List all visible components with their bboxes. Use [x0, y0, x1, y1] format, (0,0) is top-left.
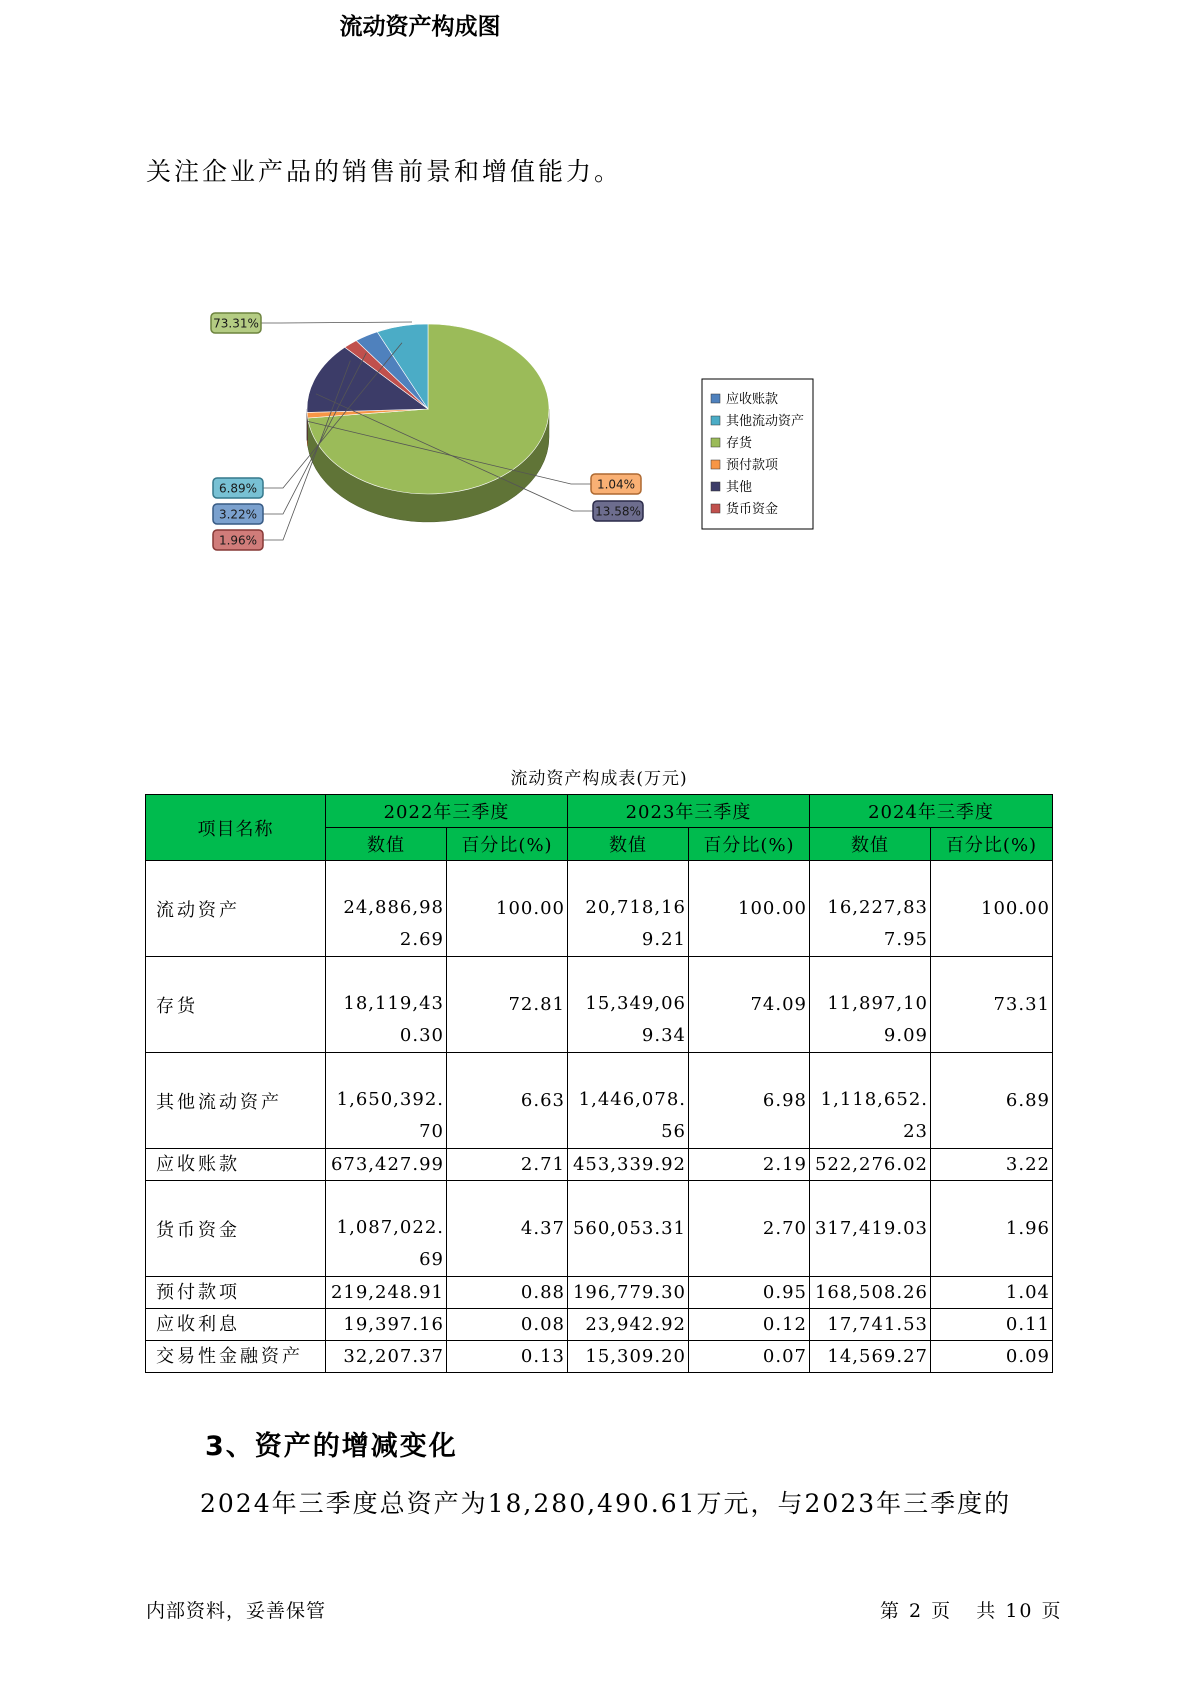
header-period-2022: 2022年三季度: [326, 795, 568, 828]
pct-cell: 100.00: [931, 861, 1053, 957]
body-paragraph: 2024年三季度总资产为18,280,490.61万元，与2023年三季度的: [200, 1489, 1012, 1518]
pct-cell: 2.19: [689, 1149, 810, 1181]
table-caption: 流动资产构成表(万元): [510, 769, 688, 789]
value-cell: 11,897,109.09: [810, 957, 931, 1053]
value-cell: 1,118,652.23: [810, 1053, 931, 1149]
pct-cell: 1.96: [931, 1181, 1053, 1277]
pct-cell: 6.98: [689, 1053, 810, 1149]
pct-cell: 0.95: [689, 1277, 810, 1309]
footer-confidential-note: 内部资料，妥善保管: [146, 1600, 327, 1622]
value-cell: 1,650,392.70: [326, 1053, 447, 1149]
data-label: 1.96%: [218, 533, 258, 548]
legend-swatch: [711, 504, 720, 513]
pct-cell: 0.88: [447, 1277, 568, 1309]
pct-cell: 0.13: [447, 1341, 568, 1373]
data-label: 6.89%: [218, 481, 258, 496]
current-assets-table: [145, 794, 1053, 1373]
pct-cell: 0.08: [447, 1309, 568, 1341]
header-pct: 百分比(%): [447, 828, 568, 861]
header-value: 数值: [810, 828, 931, 861]
table-row: [146, 1309, 1053, 1341]
row-name: 存货: [146, 957, 326, 1053]
data-label: 73.31%: [213, 316, 259, 331]
header-period-2023: 2023年三季度: [568, 795, 810, 828]
row-name: 货币资金: [146, 1181, 326, 1277]
row-name: 流动资产: [146, 861, 326, 957]
pct-cell: 1.04: [931, 1277, 1053, 1309]
value-cell: 17,741.53: [810, 1309, 931, 1341]
value-cell: 453,339.92: [568, 1149, 689, 1181]
legend-item: 其他流动资产: [726, 414, 805, 429]
pct-cell: 74.09: [689, 957, 810, 1053]
pie-top: [307, 324, 549, 494]
row-name: 应收利息: [146, 1309, 326, 1341]
data-label: 1.04%: [596, 477, 636, 492]
table-row: [146, 1149, 1053, 1181]
value-cell: 32,207.37: [326, 1341, 447, 1373]
legend-swatch: [711, 416, 720, 425]
header-value: 数值: [326, 828, 447, 861]
pct-cell: 73.31: [931, 957, 1053, 1053]
value-cell: 18,119,430.30: [326, 957, 447, 1053]
pie-chart: [0, 0, 1191, 620]
pct-cell: 3.22: [931, 1149, 1053, 1181]
header-value: 数值: [568, 828, 689, 861]
pct-cell: 0.07: [689, 1341, 810, 1373]
pct-cell: 4.37: [447, 1181, 568, 1277]
value-cell: 15,349,069.34: [568, 957, 689, 1053]
value-cell: 196,779.30: [568, 1277, 689, 1309]
pct-cell: 72.81: [447, 957, 568, 1053]
pct-cell: 0.09: [931, 1341, 1053, 1373]
table-row: [146, 1053, 1053, 1149]
pct-cell: 100.00: [447, 861, 568, 957]
header-pct: 百分比(%): [931, 828, 1053, 861]
legend-swatch: [711, 460, 720, 469]
value-cell: 16,227,837.95: [810, 861, 931, 957]
table-row: [146, 1341, 1053, 1373]
legend-item: 预付款项: [726, 458, 779, 473]
row-name: 应收账款: [146, 1149, 326, 1181]
pct-cell: 0.12: [689, 1309, 810, 1341]
legend-item: 货币资金: [726, 502, 779, 517]
legend-swatch: [711, 482, 720, 491]
value-cell: 522,276.02: [810, 1149, 931, 1181]
value-cell: 19,397.16: [326, 1309, 447, 1341]
table-row: [146, 957, 1053, 1053]
intro-paragraph: 关注企业产品的销售前景和增值能力。: [146, 157, 623, 186]
chart-legend: [702, 379, 813, 529]
value-cell: 15,309.20: [568, 1341, 689, 1373]
header-period-2024: 2024年三季度: [810, 795, 1053, 828]
pct-cell: 2.70: [689, 1181, 810, 1277]
value-cell: 168,508.26: [810, 1277, 931, 1309]
value-cell: 560,053.31: [568, 1181, 689, 1277]
table-row: [146, 1181, 1053, 1277]
row-name: 交易性金融资产: [146, 1341, 326, 1373]
value-cell: 14,569.27: [810, 1341, 931, 1373]
pct-cell: 6.89: [931, 1053, 1053, 1149]
legend-swatch: [711, 394, 720, 403]
value-cell: 23,942.92: [568, 1309, 689, 1341]
pct-cell: 0.11: [931, 1309, 1053, 1341]
value-cell: 24,886,982.69: [326, 861, 447, 957]
header-pct: 百分比(%): [689, 828, 810, 861]
table-row: [146, 861, 1053, 957]
value-cell: 1,087,022.69: [326, 1181, 447, 1277]
value-cell: 219,248.91: [326, 1277, 447, 1309]
row-name: 其他流动资产: [146, 1053, 326, 1149]
value-cell: 20,718,169.21: [568, 861, 689, 957]
legend-item: 应收账款: [726, 392, 779, 407]
data-label: 13.58%: [595, 504, 641, 519]
value-cell: 317,419.03: [810, 1181, 931, 1277]
value-cell: 673,427.99: [326, 1149, 447, 1181]
pct-cell: 100.00: [689, 861, 810, 957]
data-label: 3.22%: [218, 507, 258, 522]
footer-page-number: 第 2 页 共 10 页: [880, 1600, 1063, 1622]
row-name: 预付款项: [146, 1277, 326, 1309]
header-item-name: 项目名称: [146, 795, 326, 861]
legend-item: 其他: [726, 480, 753, 495]
table-row: [146, 1277, 1053, 1309]
legend-item: 存货: [726, 436, 753, 451]
pct-cell: 6.63: [447, 1053, 568, 1149]
legend-swatch: [711, 438, 720, 447]
chart-title: 流动资产构成图: [339, 14, 501, 40]
pct-cell: 2.71: [447, 1149, 568, 1181]
section-heading: 3、资产的增减变化: [205, 1431, 458, 1462]
leader-line: [261, 322, 412, 323]
value-cell: 1,446,078.56: [568, 1053, 689, 1149]
